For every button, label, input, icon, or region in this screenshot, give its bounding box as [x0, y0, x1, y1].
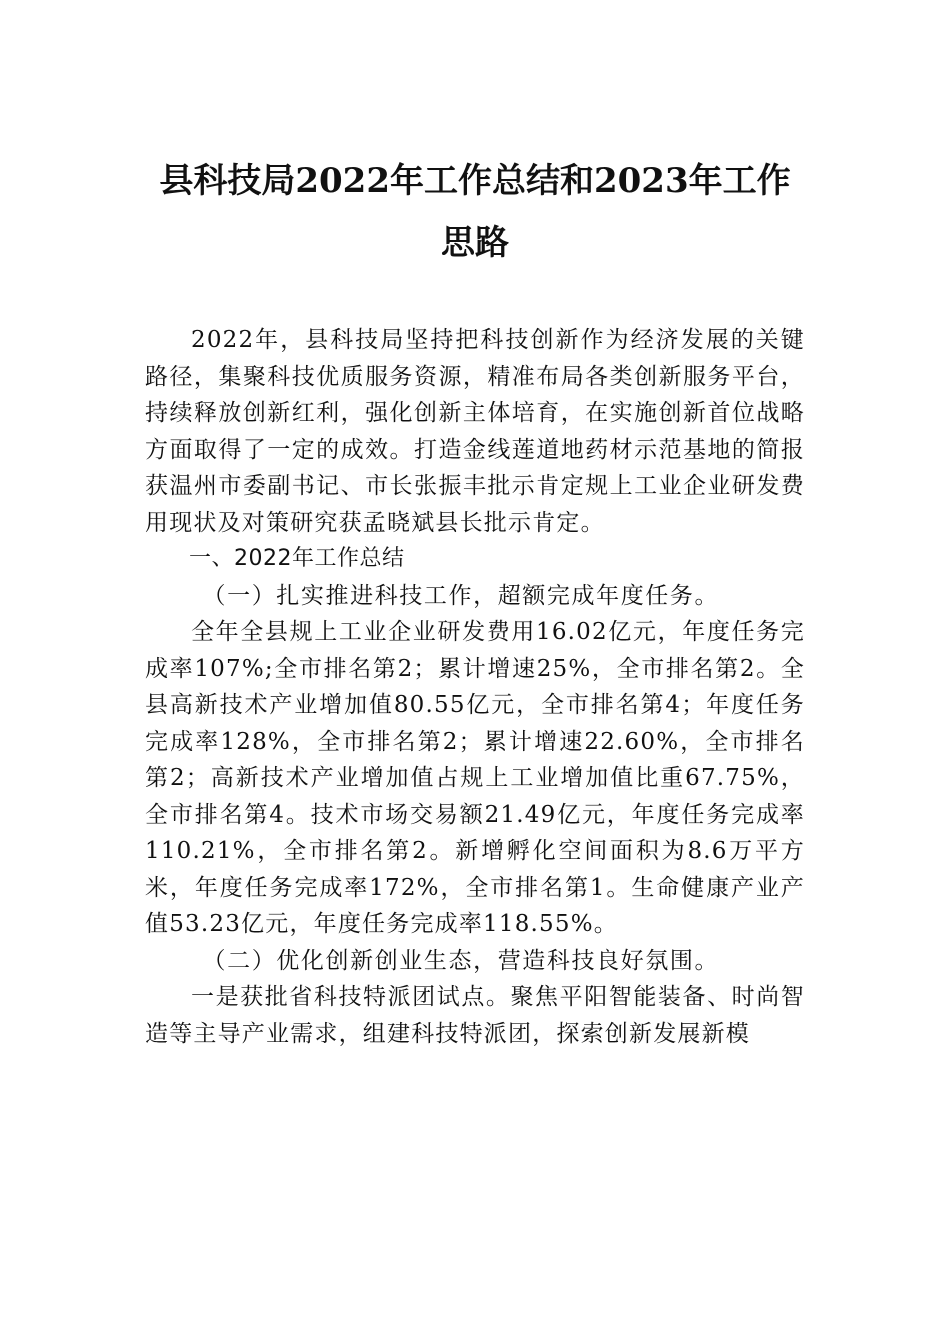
- subsection-2-paragraph: 一是获批省科技特派团试点。聚焦平阳智能装备、时尚智造等主导产业需求，组建科技特派团，探索创新发展新模: [145, 984, 805, 1047]
- subsection-heading-1: （一）扎实推进科技工作，超额完成年度任务。: [202, 582, 720, 609]
- intro-paragraph: 2022年，县科技局坚持把科技创新作为经济发展的关键路径，集聚科技优质服务资源，精准布局各类创新服务平台，持续释放创新红利，强化创新主体培育，在实施创新首位战略方面取得了一定的成效。打造金线莲道地药材示范基地的简报获温州市委副书记、市长张振丰批示肯定规上工业企业研发费用现状及对策研究获孟晓斌县长批示肯定。: [145, 327, 805, 536]
- section-heading: 一、2022年工作总结: [189, 546, 405, 571]
- document-body: [145, 322, 805, 1052]
- subsection-1-paragraph: 全年全县规上工业企业研发费用16.02亿元，年度任务完成率107%;全市排名第2；累计增速25%，全市排名第2。全县高新技术产业增加值80.55亿元，全市排名第4；年度任务完成率128%，全市排名第2；累计增速22.60%，全市排名第2；高新技术产业增加值占规上工业增加值比重67.75%，全市排名第4。技术市场交易额21.49亿元，年度任务完成率110.21%，全市排名第2。新增孵化空间面积为8.6万平方米，年度任务完成率172%，全市排名第1。生命健康产业产值53.23亿元，年度任务完成率118.55%。: [145, 619, 805, 937]
- document-title: 县科技局2022年工作总结和2023年工作思路: [159, 161, 791, 263]
- subsection-heading-2: （二）优化创新创业生态，营造科技良好氛围。: [202, 947, 720, 974]
